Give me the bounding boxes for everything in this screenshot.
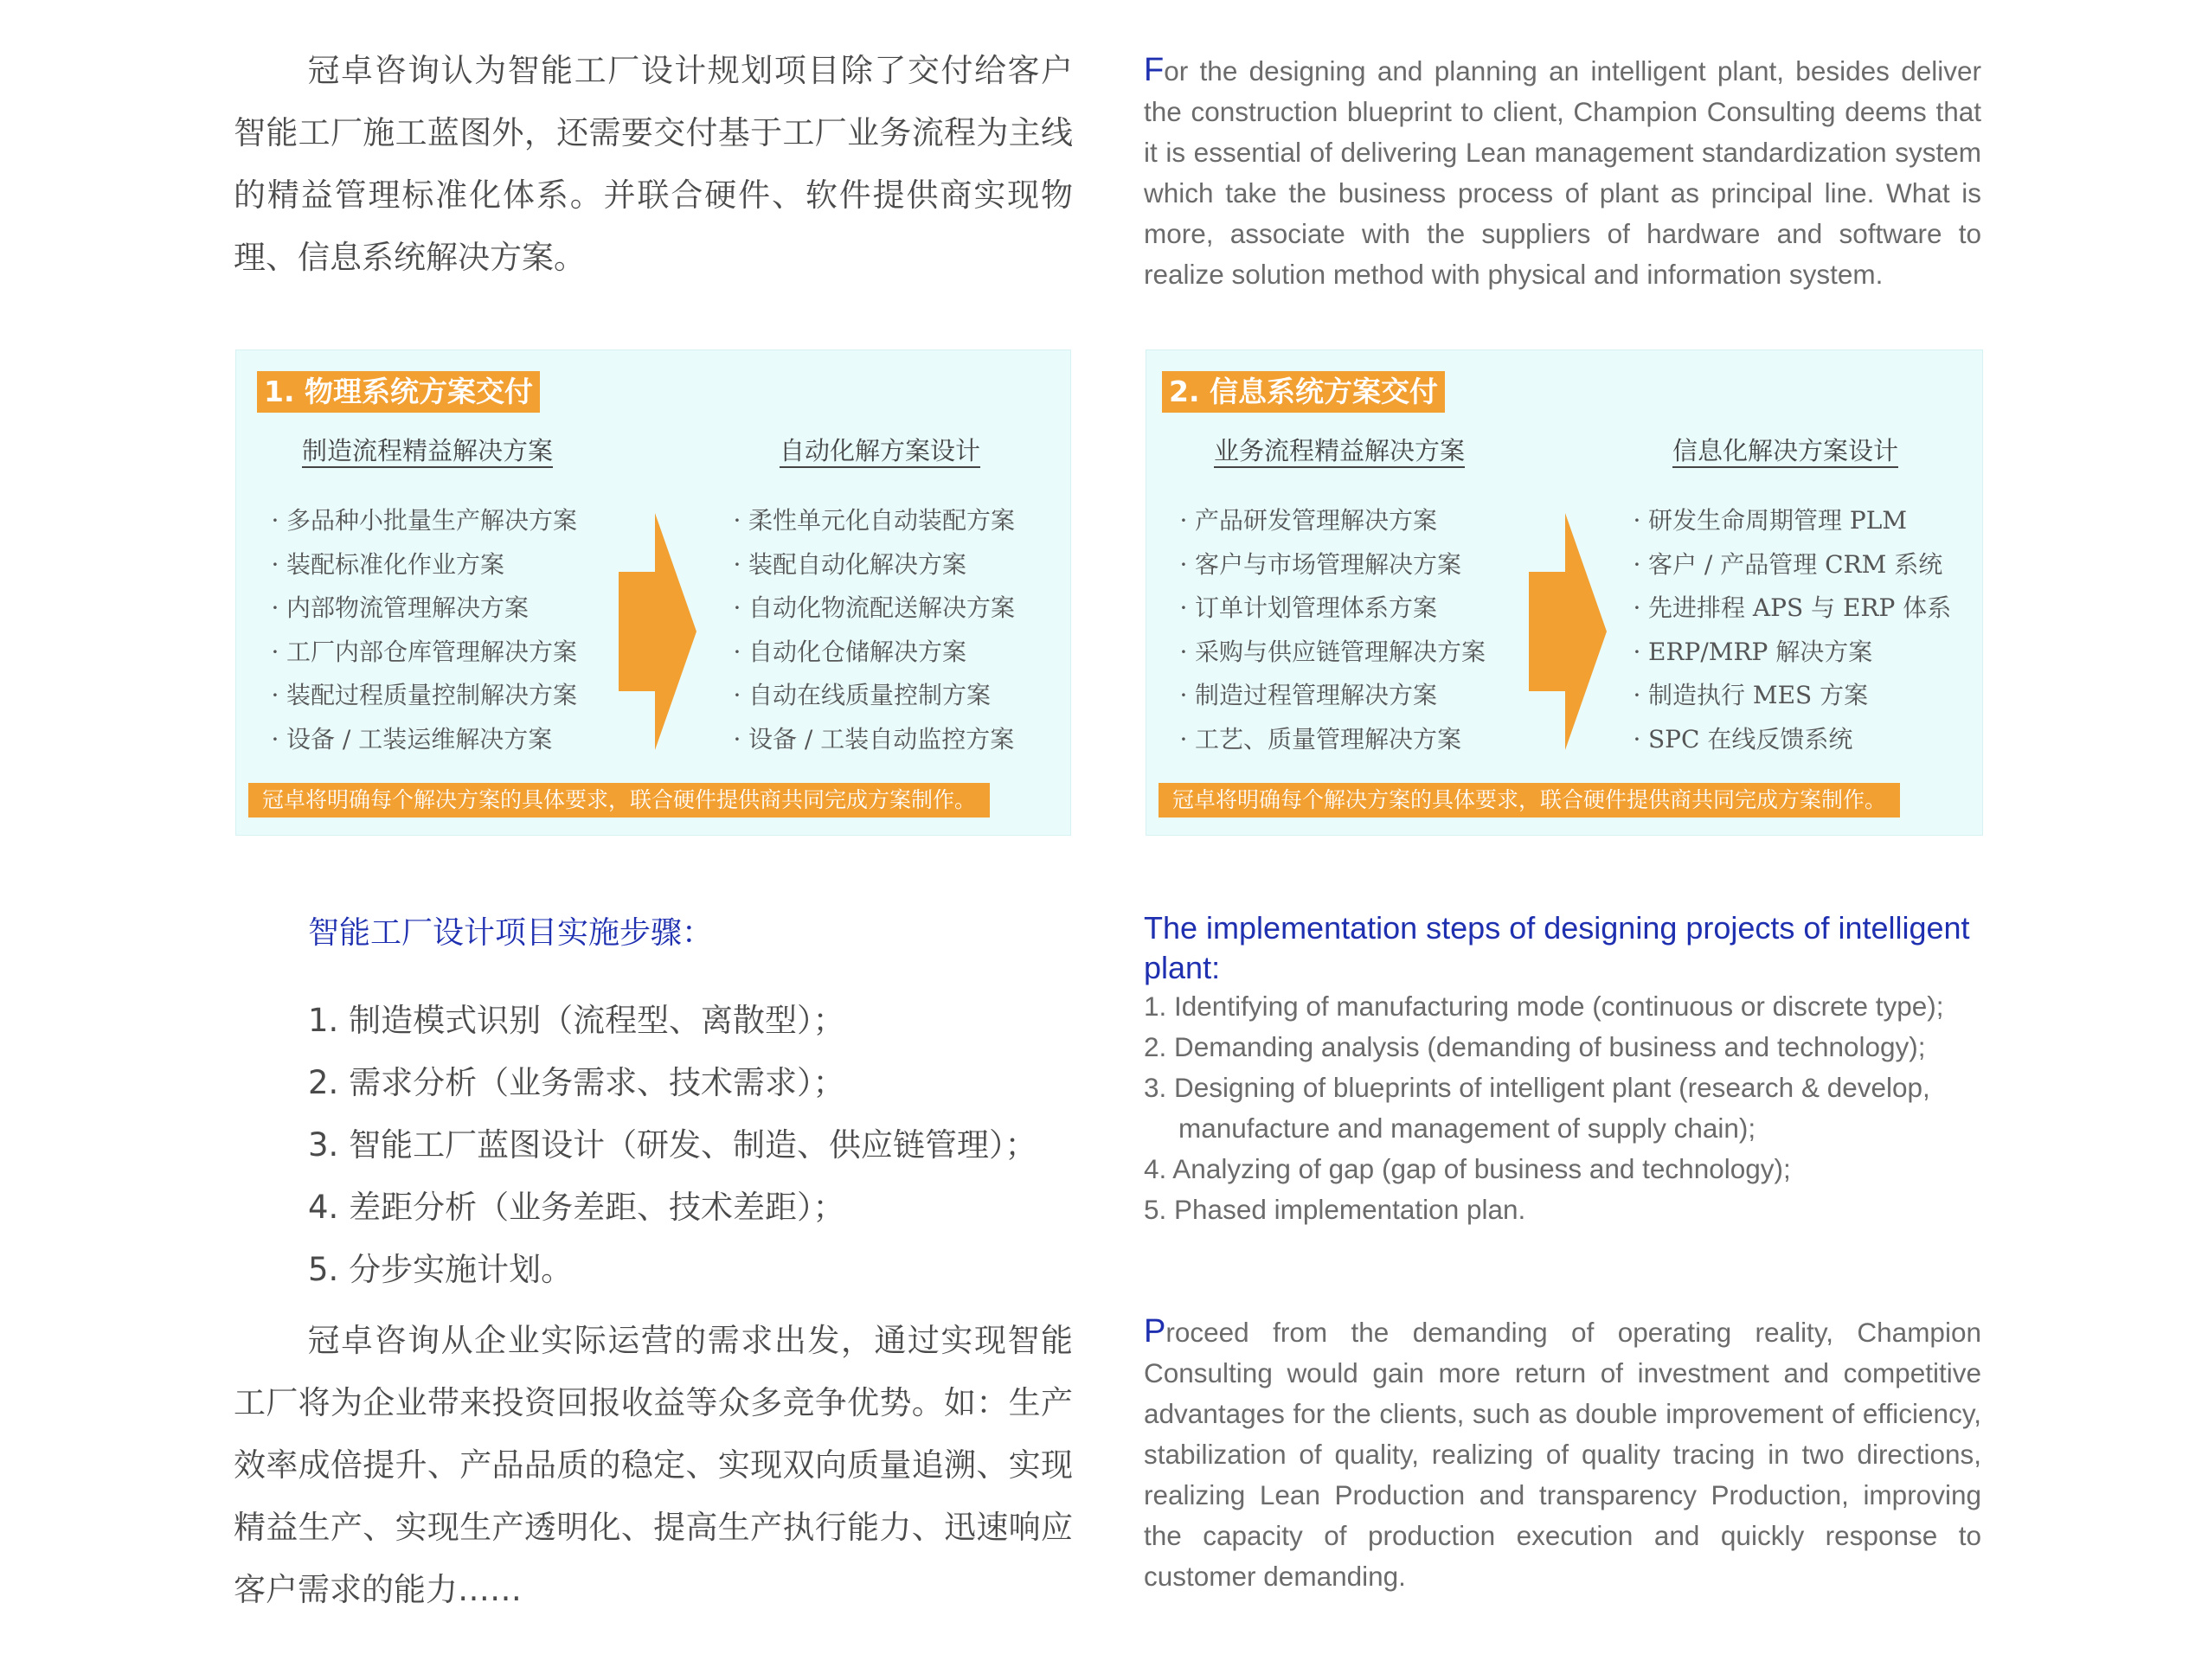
list-item: · 装配标准化作业方案	[264, 543, 577, 587]
steps-zh-list	[308, 990, 1037, 1301]
list-item: · ERP/MRP 解决方案	[1626, 631, 1951, 675]
outro-zh-paragraph	[234, 1310, 1073, 1621]
steps-en-list	[1144, 986, 1985, 1230]
steps-en-title: The implementation steps of designing projects of intelligent plant:	[1144, 910, 1970, 985]
arrow-right-icon	[619, 513, 696, 750]
list-item: · 柔性单元化自动装配方案	[726, 499, 1015, 543]
list-item: · 多品种小批量生产解决方案	[264, 499, 577, 543]
step-item: 2. Demanding analysis (demanding of business and technology);	[1144, 1031, 1926, 1062]
list-item: · 内部物流管理解决方案	[264, 587, 577, 631]
list-item: · 订单计划管理体系方案	[1172, 587, 1486, 631]
physical-solution-tag: 1. 物理系统方案交付	[257, 371, 540, 413]
information-solution-note: 冠卓将明确每个解决方案的具体要求，联合硬件提供商共同完成方案制作。	[1159, 783, 1900, 818]
list-item: · 制造执行 MES 方案	[1626, 674, 1951, 718]
information-solution-box	[1146, 349, 1983, 836]
step-item: 5. Phased implementation plan.	[1144, 1194, 1526, 1225]
list-item: · 产品研发管理解决方案	[1172, 499, 1486, 543]
step-item: 4. 差距分析（业务差距、技术差距）；	[308, 1189, 845, 1226]
list-item: · 装配自动化解决方案	[726, 543, 1015, 587]
step-item: 1. 制造模式识别（流程型、离散型）；	[308, 1002, 845, 1039]
physical-right-list	[726, 499, 1015, 761]
list-item: · 客户与市场管理解决方案	[1172, 543, 1486, 587]
outro-zh-text: 冠卓咨询从企业实际运营的需求出发，通过实现智能工厂将为企业带来投资回报收益等众多竞争优势。如：生产效率成倍提升、产品品质的稳定、实现双向质量追溯、实现精益生产、实现生产透明化、提高生产执行能力、迅速响应客户需求的能力……	[234, 1322, 1073, 1608]
list-item: · 设备 / 工装自动监控方案	[726, 718, 1015, 762]
step-item: 3. Designing of blueprints of intelligent plant (research & develop, manufacture and management of supply chain);	[1144, 1072, 1930, 1144]
list-item: · 制造过程管理解决方案	[1172, 674, 1486, 718]
physical-right-column-title: 自动化解方案设计	[780, 436, 981, 465]
arrow-right-icon	[1529, 513, 1607, 750]
physical-left-list	[264, 499, 577, 761]
list-item: · 工艺、质量管理解决方案	[1172, 718, 1486, 762]
intro-en-paragraph	[1144, 50, 1981, 295]
list-item: · 客户 / 产品管理 CRM 系统	[1626, 543, 1951, 587]
list-item: · 研发生命周期管理 PLM	[1626, 499, 1951, 543]
steps-zh-title: 智能工厂设计项目实施步骤：	[308, 915, 714, 951]
step-item: 2. 需求分析（业务需求、技术需求）；	[308, 1064, 845, 1101]
list-item: · 自动在线质量控制方案	[726, 674, 1015, 718]
list-item: · 先进排程 APS 与 ERP 体系	[1626, 587, 1951, 631]
list-item: · 自动化物流配送解决方案	[726, 587, 1015, 631]
intro-zh-paragraph	[234, 40, 1073, 289]
list-item: · 采购与供应链管理解决方案	[1172, 631, 1486, 675]
intro-en-text: or the designing and planning an intelligent plant, besides deliver the construction blueprint to client, Champion Consulting deems that it is essential of delivering Lean management standardization system which take the business process of plant as principal line. What is more, associate with the suppliers of hardware and software to realize solution method with physical and information system.	[1144, 55, 1981, 290]
list-item: · 设备 / 工装运维解决方案	[264, 718, 577, 762]
information-left-column-title: 业务流程精益解决方案	[1214, 436, 1466, 465]
step-item: 4. Analyzing of gap (gap of business and technology);	[1144, 1153, 1791, 1184]
physical-solution-box	[235, 349, 1071, 836]
intro-zh-text: 冠卓咨询认为智能工厂设计规划项目除了交付给客户智能工厂施工蓝图外，还需要交付基于工厂业务流程为主线的精益管理标准化体系。并联合硬件、软件提供商实现物理、信息系统解决方案。	[234, 52, 1073, 276]
physical-left-column-title: 制造流程精益解决方案	[302, 436, 554, 465]
list-item: · 装配过程质量控制解决方案	[264, 674, 577, 718]
step-item: 1. Identifying of manufacturing mode (continuous or discrete type);	[1144, 991, 1944, 1022]
information-right-column-title: 信息化解决方案设计	[1672, 436, 1899, 465]
physical-solution-note: 冠卓将明确每个解决方案的具体要求，联合硬件提供商共同完成方案制作。	[248, 783, 990, 818]
outro-en-text: roceed from the demanding of operating reality, Champion Consulting would gain more return of investment and competitive advantages for the clients, such as double improvement of efficiency, stabilization of quality, realizing of quality tracing in two directions, realizing Lean Production and transparency Production, improving the capacity of production execution and quickly response to customer demanding.	[1144, 1317, 1981, 1592]
list-item: · SPC 在线反馈系统	[1626, 718, 1951, 762]
outro-en-paragraph	[1144, 1311, 1981, 1597]
step-item: 3. 智能工厂蓝图设计（研发、制造、供应链管理）；	[308, 1126, 1037, 1164]
outro-dropcap: P	[1144, 1313, 1166, 1350]
intro-dropcap: F	[1144, 52, 1165, 88]
list-item: · 工厂内部仓库管理解决方案	[264, 631, 577, 675]
information-right-list	[1626, 499, 1951, 761]
list-item: · 自动化仓储解决方案	[726, 631, 1015, 675]
information-left-list	[1172, 499, 1486, 761]
step-item: 5. 分步实施计划。	[308, 1251, 574, 1288]
information-solution-tag: 2. 信息系统方案交付	[1162, 371, 1445, 413]
